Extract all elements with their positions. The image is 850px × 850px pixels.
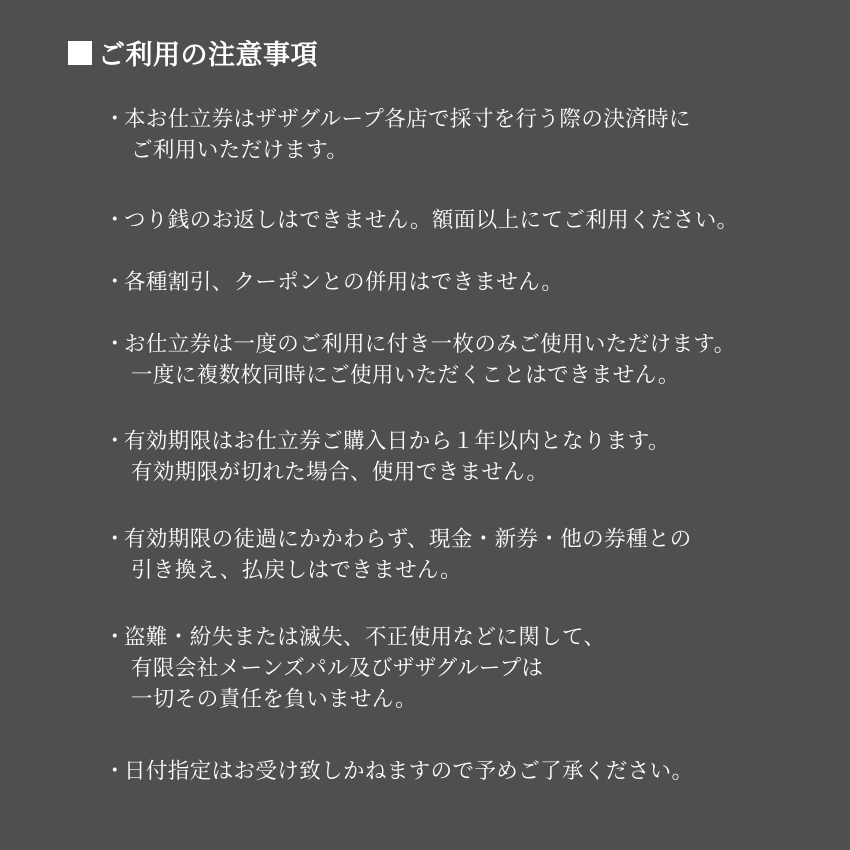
note-text: 有効期限が切れた場合、使用できません。 <box>131 460 549 485</box>
note-item <box>104 329 834 391</box>
note-text: 盗難・紛失または滅失、不正使用などに関して、 <box>124 625 606 650</box>
bullet-icon: ・ <box>104 527 126 552</box>
note-text: 有効期限の徒過にかかわらず、現金・新券・他の券種との <box>124 527 692 552</box>
note-text: お仕立券は一度のご利用に付き一枚のみご使用いただけます。 <box>124 332 736 357</box>
note-text: 日付指定はお受け致しかねますので予めご了承ください。 <box>124 759 694 784</box>
note-text: ご利用いただけます。 <box>131 138 349 163</box>
bullet-icon: ・ <box>104 429 126 454</box>
note-text: 引き換え、払戻しはできません。 <box>131 558 463 583</box>
note-text: 一度に複数枚同時にご使用いただくことはできません。 <box>131 363 680 388</box>
note-item <box>104 756 834 787</box>
bullet-icon: ・ <box>104 270 126 295</box>
bullet-icon: ・ <box>104 208 126 233</box>
title-text: ご利用の注意事項 <box>98 39 318 71</box>
note-item <box>104 267 834 298</box>
bullet-icon: ・ <box>104 332 126 357</box>
bullet-icon: ・ <box>104 625 126 650</box>
bullet-icon: ・ <box>104 107 126 132</box>
note-text: つり銭のお返しはできません。額面以上にてご利用ください。 <box>124 208 739 233</box>
note-item <box>104 104 834 166</box>
note-item <box>104 622 834 715</box>
bullet-icon: ・ <box>104 759 126 784</box>
note-text: 一切その責任を負いません。 <box>131 687 417 712</box>
note-item <box>104 524 834 586</box>
note-text: 有効期限はお仕立券ご購入日から１年以内となります。 <box>124 429 670 454</box>
note-item <box>104 426 834 488</box>
note-text: 有限会社メーンズパル及びザザグループは <box>131 656 544 681</box>
note-text: 各種割引、クーポンとの併用はできません。 <box>124 270 564 295</box>
note-text: 本お仕立券はザザグループ各店で採寸を行う際の決済時に <box>124 107 691 132</box>
note-item <box>104 205 834 236</box>
